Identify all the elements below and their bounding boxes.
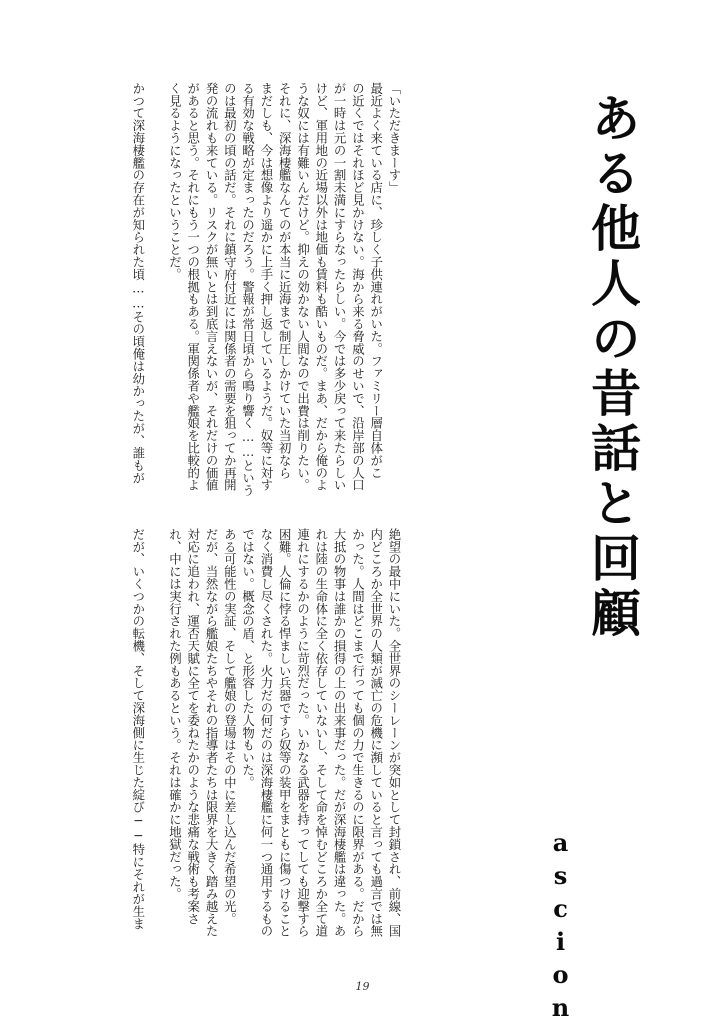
text-column: 困難。人倫に悖る悍ましい兵器ですら奴等の装甲をまともに傷つけること bbox=[277, 528, 293, 938]
text-column: まだしも、今は想像より遥かに上手く押し返しているようだ。奴等に対す bbox=[258, 82, 274, 492]
text-column: 対応に追われ、運否天賦に全てを委ねたかのような悲痛な戦術も考案さ bbox=[185, 528, 201, 925]
upper-text-block bbox=[128, 82, 403, 504]
text-column: けど、軍用地の近場以外は地価も賃料も酷いものだ。まあ、だから俺のよ bbox=[313, 82, 329, 492]
text-column: 最近よく来ている店に、珍しく子供連れがいた。ファミリー層自体がこ bbox=[368, 82, 384, 479]
text-column: ではない。概念の盾、と形容した人物もいた。 bbox=[240, 528, 256, 789]
story-title: ある他人の昔話と回顧 bbox=[583, 92, 642, 642]
text-column: れ、中には実行された例もあるという。それは確かに地獄だった。 bbox=[167, 528, 183, 900]
text-column bbox=[147, 528, 165, 950]
text-column: 内どころか全世界の人類が滅亡の危機に瀕していると言っても過言では無 bbox=[368, 528, 384, 938]
text-column: く見るようになったということだ。 bbox=[167, 82, 183, 281]
text-column: 「いただきまーす」 bbox=[387, 82, 402, 194]
text-column: かった。人間はどこまで行っても個の力で生きるのに限界がある。だから bbox=[350, 528, 366, 938]
text-column: なく消費し尽くされた。火力だの何だのは深海棲艦に何一つ通用するもの bbox=[258, 528, 274, 938]
author-name: ascion bbox=[546, 828, 575, 1026]
text-column: れは陸の生命体に全く依存していないし、そして命を悼むどころか全て道 bbox=[313, 528, 329, 938]
text-column: 発の流れも来ている。リスクが無いとは到底言えないが、それだけの価値 bbox=[204, 82, 220, 492]
text-column: ある可能性の実証、そして艦娘の登場はその中に差し込んだ希望の光。 bbox=[222, 528, 238, 925]
text-column: だが、いくつかの転機、そして深海側に生じた綻び──特にそれが生ま bbox=[130, 528, 146, 930]
text-column: うな奴には有難いんだけど。抑えの効かない人間なので出費は削りたい。 bbox=[295, 82, 311, 492]
text-column: のは最初の頃の話だ。それに鎮守府付近には関係者の需要を狙ってか再開 bbox=[222, 82, 238, 492]
text-column: があると思う。それにもう一つの根拠もある。軍関係者や艦娘を比較的よ bbox=[185, 82, 201, 492]
text-column: かつて深海棲艦の存在が知られた頃……その頃俺は幼かったが、誰もが bbox=[130, 82, 146, 484]
text-column: の近くではそれほど見かけない。海から来る脅威のせいで、沿岸部の人口 bbox=[350, 82, 366, 492]
page-number: 19 bbox=[355, 980, 370, 993]
text-column: が一時は元の一割未満にすらなったらしい。今では多少戻って来たらしい bbox=[332, 82, 348, 492]
text-column: 大抵の物事は誰かの損得の上の出来事だった。だが深海棲艦は違った。あ bbox=[332, 528, 348, 938]
lower-text-block bbox=[112, 528, 403, 950]
text-column: だが、当然ながら艦娘たちやそれの指導者たちは限界を大きく踏み越えた bbox=[204, 528, 220, 938]
text-column: それに、深海棲艦なんてのが本当に近海まで制圧しかけていた当初なら bbox=[277, 82, 293, 479]
text-column: 絶望の最中にいた。全世界のシーレーンが突如として封鎖され、前線、国 bbox=[387, 528, 402, 938]
text-column: る有効な戦略が定まったのだろう。警報が常日頃から鳴り響く……という bbox=[240, 82, 256, 497]
text-column bbox=[147, 82, 165, 504]
text-column: 連れにするかのように苛烈だった。いかなる武器を持ってしても迎撃すら bbox=[295, 528, 311, 938]
